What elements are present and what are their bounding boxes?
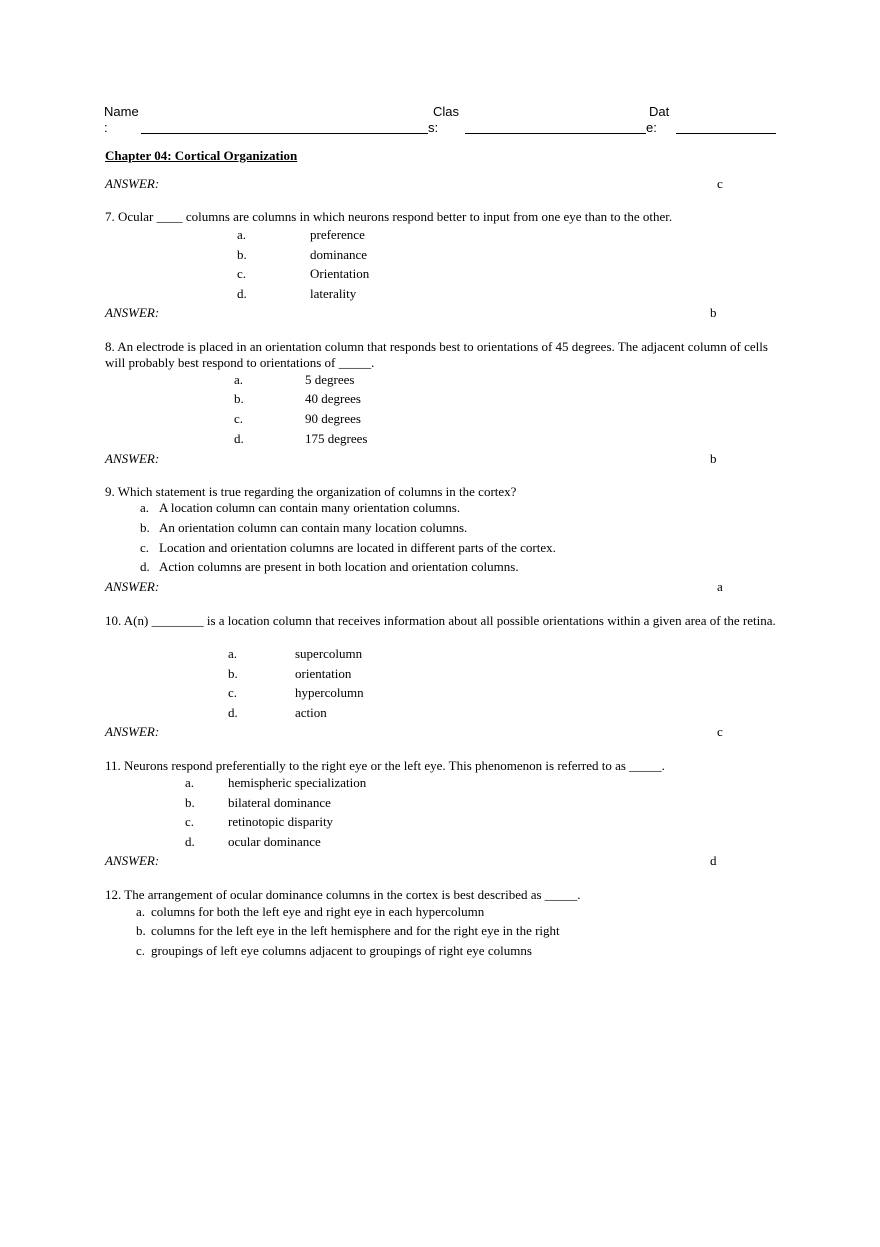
class-label: Clas [433, 104, 460, 119]
answer-value: c [717, 724, 723, 739]
q8-option-letter: c. [234, 411, 244, 426]
answer-value: b [710, 451, 717, 466]
q10-option-letter: d. [228, 705, 238, 720]
name-field-line[interactable] [141, 133, 428, 134]
q12-option-letter: b. [136, 923, 146, 938]
answer-label: ANSWER: [105, 451, 160, 466]
q7-option-text: laterality [310, 286, 357, 301]
q11-option-text: retinotopic disparity [228, 814, 334, 829]
q11-option-text: hemispheric specialization [228, 775, 367, 790]
q10-option-text: supercolumn [295, 646, 363, 661]
q7-option-text: Orientation [310, 266, 370, 281]
q10-option-text: action [295, 705, 327, 720]
q7-option-text: preference [310, 227, 365, 242]
q10-option-letter: a. [228, 646, 238, 661]
class-colon: s: [428, 120, 439, 135]
q12-option-letter: a. [136, 904, 146, 919]
q11-option-letter: b. [185, 795, 195, 810]
question-11-stem: 11. Neurons respond preferentially to the right eye or the left eye. This phenomenon is referred to as _____. [105, 758, 665, 773]
answer-value: c [717, 176, 723, 191]
q11-option-text: bilateral dominance [228, 795, 331, 810]
q8-option-letter: b. [234, 391, 244, 406]
q12-option-text: columns for the left eye in the left hemisphere and for the right eye in the right [151, 923, 560, 938]
question-9-stem: 9. Which statement is true regarding the organization of columns in the cortex? [105, 484, 517, 499]
q9-option-letter: a. [140, 500, 150, 515]
q9-option-text: A location column can contain many orientation columns. [159, 500, 461, 515]
answer-value: a [717, 579, 723, 594]
question-10-stem: 10. A(n) ________ is a location column that receives information about all possible orientations within a given area of the retina. [105, 613, 776, 628]
q11-option-letter: c. [185, 814, 195, 829]
q9-option-letter: c. [140, 540, 150, 555]
q9-option-letter: d. [140, 559, 150, 574]
q8-option-text: 40 degrees [305, 391, 361, 406]
date-colon: e: [646, 120, 657, 135]
question-8-stem: 8. An electrode is placed in an orientation column that responds best to orientations of 45 degrees. The adjacent column of cells will probably best respond to orientations of _____. [105, 339, 768, 370]
q12-option-text: groupings of left eye columns adjacent to groupings of right eye columns [151, 943, 532, 958]
chapter-title: Chapter 04: Cortical Organization [105, 148, 298, 163]
q9-option-text: Location and orientation columns are located in different parts of the cortex. [159, 540, 556, 555]
answer-label: ANSWER: [105, 724, 160, 739]
q7-option-text: dominance [310, 247, 368, 262]
answer-label: ANSWER: [105, 853, 160, 868]
q8-option-text: 5 degrees [305, 372, 355, 387]
q7-option-letter: b. [237, 247, 247, 262]
class-field-line[interactable] [465, 133, 646, 134]
q7-option-letter: a. [237, 227, 247, 242]
q8-option-letter: d. [234, 431, 244, 446]
answer-label: ANSWER: [105, 176, 160, 191]
answer-label: ANSWER: [105, 579, 160, 594]
q8-option-text: 90 degrees [305, 411, 361, 426]
name-colon: : [104, 120, 108, 135]
q11-option-text: ocular dominance [228, 834, 321, 849]
q10-option-letter: b. [228, 666, 238, 681]
date-field-line[interactable] [676, 133, 776, 134]
q8-option-text: 175 degrees [305, 431, 368, 446]
answer-value: b [710, 305, 717, 320]
q10-option-text: hypercolumn [295, 685, 364, 700]
date-label: Dat [649, 104, 670, 119]
answer-value: d [710, 853, 717, 868]
q12-option-text: columns for both the left eye and right eye in each hypercolumn [151, 904, 485, 919]
q10-option-letter: c. [228, 685, 238, 700]
q7-option-letter: c. [237, 266, 247, 281]
q8-option-letter: a. [234, 372, 244, 387]
q9-option-text: Action columns are present in both location and orientation columns. [159, 559, 519, 574]
q10-option-text: orientation [295, 666, 352, 681]
q7-option-letter: d. [237, 286, 247, 301]
question-7-stem: 7. Ocular ____ columns are columns in which neurons respond better to input from one eye than to the other. [105, 209, 673, 224]
q9-option-letter: b. [140, 520, 150, 535]
q11-option-letter: d. [185, 834, 195, 849]
q9-option-text: An orientation column can contain many location columns. [159, 520, 468, 535]
q11-option-letter: a. [185, 775, 195, 790]
answer-label: ANSWER: [105, 305, 160, 320]
name-label: Name [104, 104, 139, 119]
q12-option-letter: c. [136, 943, 146, 958]
question-12-stem: 12. The arrangement of ocular dominance columns in the cortex is best described as _____. [105, 887, 581, 902]
